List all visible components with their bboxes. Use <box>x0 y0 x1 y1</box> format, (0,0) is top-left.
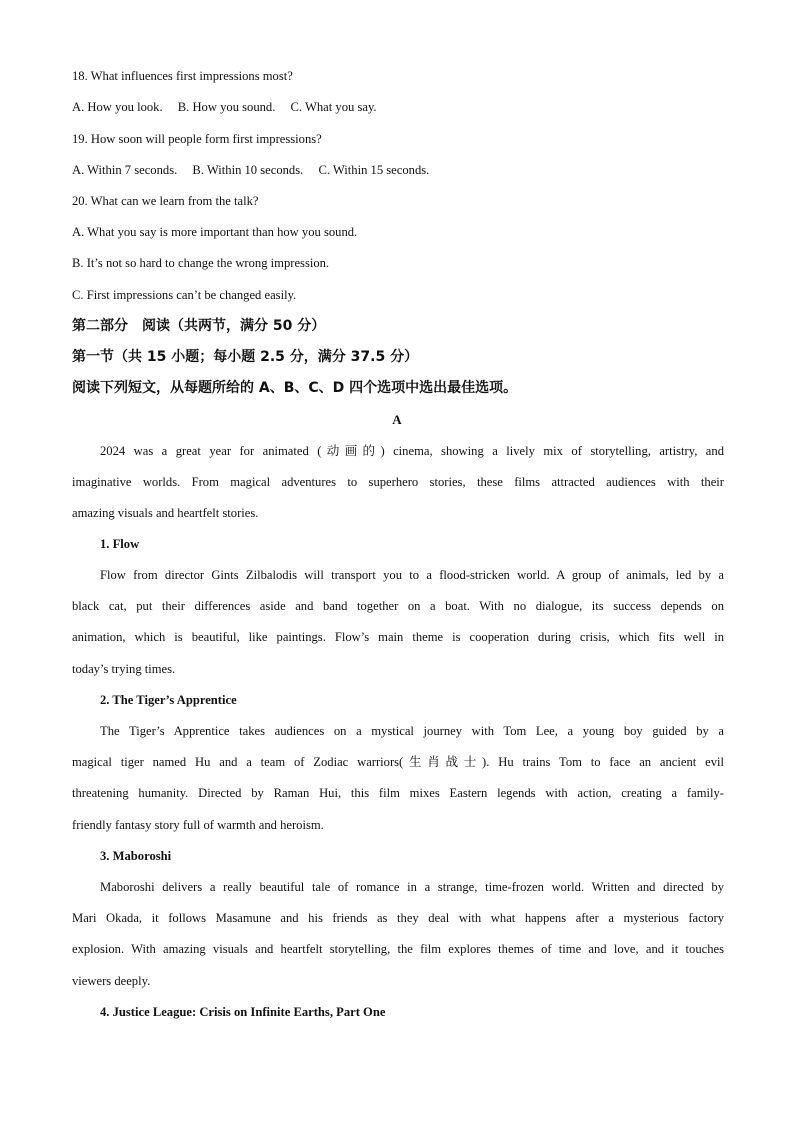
part2-title: 第二部分 阅读（共两节，满分 50 分） <box>72 318 326 334</box>
question-20: 20. What can we learn from the talk? <box>72 194 259 208</box>
text-line: imaginative worlds. From magical adventures to superhero stories, these films attracted audiences with their <box>72 475 724 489</box>
option-a: A. What you say is more important than how you sound. <box>72 225 358 239</box>
option-c: C. First impressions can’t be changed easily. <box>72 288 297 302</box>
section1-title: 第一节（共 15 小题；每小题 2.5 分，满分 37.5 分） <box>72 349 419 365</box>
text-line: The Tiger’s Apprentice takes audiences on a mystical journey with Tom Lee, a young boy guided by a <box>100 724 724 738</box>
text-line: threatening humanity. Directed by Raman Hui, this film mixes Eastern legends with action, creating a family- <box>72 786 724 800</box>
question-19-options <box>72 162 429 178</box>
passage-label: A <box>392 412 402 427</box>
option-c: C. Within 15 seconds. <box>318 163 430 177</box>
option-a: A. How you look. <box>72 100 163 114</box>
text-line: friendly fantasy story full of warmth and heroism. <box>72 818 324 832</box>
text-line: amazing visuals and heartfelt stories. <box>72 506 259 520</box>
film-heading: 1. Flow <box>100 537 140 551</box>
option-b: B. Within 10 seconds. <box>192 163 304 177</box>
text-line: magical tiger named Hu and a team of Zodiac warriors(生肖战士). Hu trains Tom to face an ancient evil <box>72 755 724 769</box>
text-line: 2024 was a great year for animated (动画的) cinema, showing a lively mix of storytelling, artistry, and <box>100 444 724 458</box>
option-c: C. What you say. <box>290 100 377 114</box>
question-19: 19. How soon will people form first impressions? <box>72 132 322 146</box>
question-18: 18. What influences first impressions most? <box>72 69 293 83</box>
text-line: animation, which is beautiful, like paintings. Flow’s main theme is cooperation during crisis, which fits well in <box>72 630 724 644</box>
option-b: B. It’s not so hard to change the wrong impression. <box>72 256 330 270</box>
option-a: A. Within 7 seconds. <box>72 163 178 177</box>
question-18-options <box>72 99 377 115</box>
film-heading: 3. Maboroshi <box>100 849 172 863</box>
film-heading: 4. Justice League: Crisis on Infinite Earths, Part One <box>100 1005 386 1019</box>
text-line: today’s trying times. <box>72 662 176 676</box>
text-line: explosion. With amazing visuals and heartfelt storytelling, the film explores themes of time and love, and it touches <box>72 942 724 956</box>
text-line: Flow from director Gints Zilbalodis will transport you to a flood-stricken world. A group of animals, led by a <box>100 568 724 582</box>
instruction: 阅读下列短文，从每题所给的 A、B、C、D 四个选项中选出最佳选项。 <box>72 380 518 396</box>
film-heading: 2. The Tiger’s Apprentice <box>100 693 237 707</box>
text-line: Maboroshi delivers a really beautiful tale of romance in a strange, time-frozen world. Written and directed by <box>100 880 724 894</box>
text-line: viewers deeply. <box>72 974 151 988</box>
option-b: B. How you sound. <box>177 100 276 114</box>
text-line: black cat, put their differences aside and band together on a boat. With no dialogue, its success depends on <box>72 599 724 613</box>
text-line: Mari Okada, it follows Masamune and his friends as they deal with what happens after a mysterious factory <box>72 911 724 925</box>
